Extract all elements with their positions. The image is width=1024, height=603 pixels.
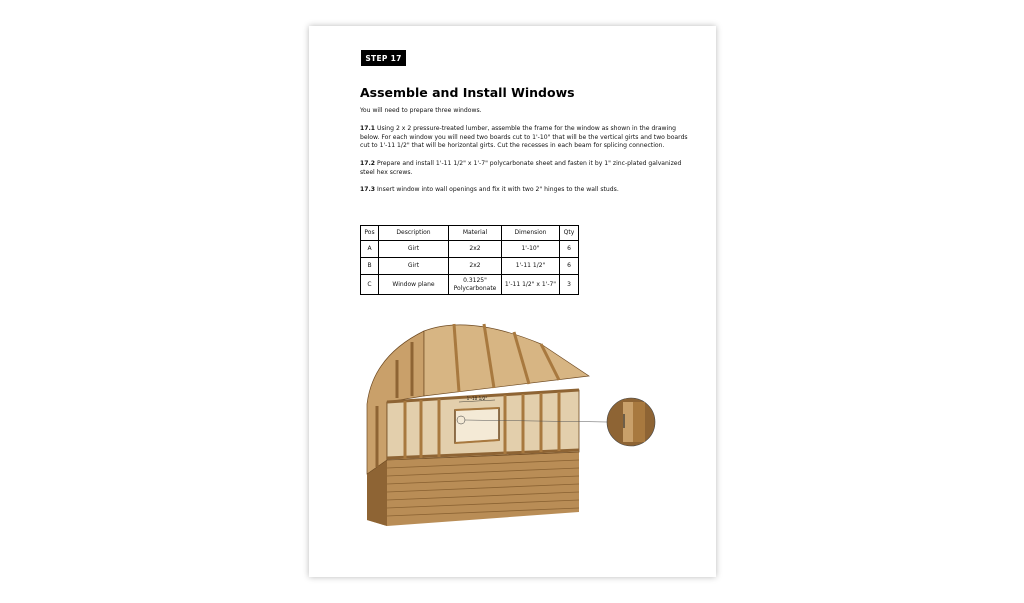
col-dimension: Dimension [502,226,560,241]
step-number: 17.1 [360,125,376,132]
step-text: Insert window into wall openings and fix it with two 2" hinges to the wall studs. [375,186,619,193]
greenhouse-frame-drawing [309,316,716,561]
cell: 1'-11 1/2" [502,258,560,275]
cell: 6 [560,258,579,275]
step-17-3 [360,186,690,195]
step-17-2 [360,160,690,177]
col-material: Material [449,226,502,241]
table-row [361,241,579,258]
col-description: Description [379,226,449,241]
cell: B [361,258,379,275]
cell: 1'-11 1/2" x 1'-7" [502,275,560,295]
cell: Girt [379,258,449,275]
intro-text: You will need to prepare three windows. [360,107,482,114]
table-row [361,275,579,295]
table-row [361,258,579,275]
cell: 1'-10" [502,241,560,258]
dimension-label: 1'-10 1/2" [466,396,488,401]
cell: Girt [379,241,449,258]
cell: 6 [560,241,579,258]
document-page [309,26,716,577]
cell: 3 [560,275,579,295]
step-text: Prepare and install 1'-11 1/2" x 1'-7" polycarbonate sheet and fasten it by 1" zinc-plated galvanized steel hex screws. [360,160,682,176]
roof [424,324,589,396]
step-badge: STEP 17 [361,50,406,66]
table-header-row [361,226,579,241]
cell: C [361,275,379,295]
cell: A [361,241,379,258]
step-text: Using 2 x 2 pressure-treated lumber, assemble the frame for the window as shown in the drawing below. For each window you will need two boards cut to 1'-10" that will be the vertical girts and two boards cut to 1'-11 1/2" that will be horizontal girts. Cut the recesses in each beam for splicing connection. [360,125,688,150]
base-wall [367,452,579,526]
cell: 2x2 [449,241,502,258]
cell: 0.3125" Polycarbonate [449,275,502,295]
step-number: 17.3 [360,186,376,193]
cell: Window plane [379,275,449,295]
col-qty: Qty [560,226,579,241]
page-title: Assemble and Install Windows [360,85,575,100]
parts-table [360,225,579,295]
step-number: 17.2 [360,160,376,167]
step-17-1 [360,125,690,151]
col-pos: Pos [361,226,379,241]
cell: 2x2 [449,258,502,275]
